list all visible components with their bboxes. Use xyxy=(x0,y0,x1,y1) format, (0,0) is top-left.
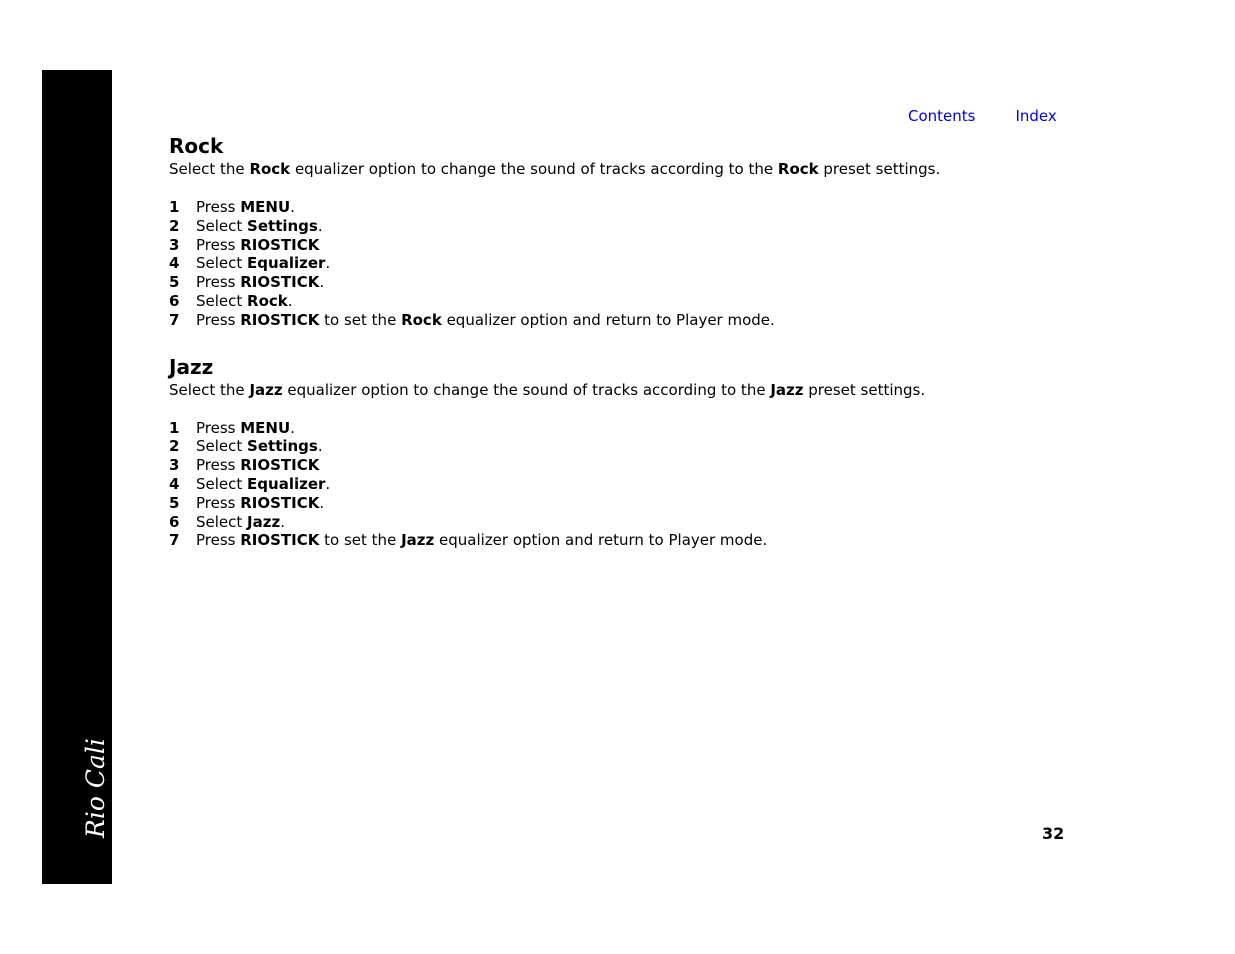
bold-term: Rock xyxy=(247,291,288,310)
step-item xyxy=(169,456,1069,475)
section-title: Rock xyxy=(169,134,224,158)
text-run: preset settings. xyxy=(803,380,926,399)
bold-term: Rock xyxy=(401,310,442,329)
text-run: preset settings. xyxy=(818,160,941,178)
step-number: 6 xyxy=(169,291,180,310)
bold-term: Jazz xyxy=(770,380,804,399)
text-run: . xyxy=(287,291,293,310)
index-link[interactable]: Index xyxy=(1015,107,1057,125)
text-run: equalizer option and return to Player mode. xyxy=(441,310,775,329)
section-intro xyxy=(169,380,1069,400)
bold-term: Jazz xyxy=(249,380,283,399)
text-run: equalizer option and return to Player mode. xyxy=(434,531,768,550)
text-run: Press xyxy=(196,198,241,216)
step-number: 3 xyxy=(169,456,180,475)
step-item xyxy=(169,217,1069,236)
text-run: Select xyxy=(196,512,248,531)
page-number: 32 xyxy=(1042,824,1065,843)
bold-term: Equalizer xyxy=(247,474,326,493)
step-number: 7 xyxy=(169,531,180,550)
section-intro xyxy=(169,159,1069,179)
step-number: 2 xyxy=(169,216,180,235)
text-run: Press xyxy=(196,235,241,254)
section-jazz xyxy=(169,354,1069,551)
step-number: 4 xyxy=(169,254,180,273)
step-item xyxy=(169,531,1069,550)
step-number: 5 xyxy=(169,273,180,292)
bold-term: Jazz xyxy=(247,512,281,531)
text-run: Select the xyxy=(169,160,250,178)
step-item xyxy=(169,254,1069,273)
text-run: Select xyxy=(196,291,248,310)
text-run: to set the xyxy=(319,531,402,550)
bold-term: Rock xyxy=(777,160,819,178)
text-run: . xyxy=(319,493,325,512)
text-run: Select xyxy=(196,437,248,456)
text-run: to set the xyxy=(319,310,402,329)
top-nav xyxy=(908,107,1057,125)
text-run: Select xyxy=(196,254,248,273)
text-run: . xyxy=(280,512,285,531)
product-title: Rio Cali xyxy=(81,738,110,838)
bold-term: RIOSTICK xyxy=(240,493,320,512)
step-item xyxy=(169,236,1069,255)
step-number: 6 xyxy=(169,512,180,531)
bold-term: MENU xyxy=(240,198,291,216)
step-number: 7 xyxy=(169,310,180,329)
bold-term: Settings xyxy=(247,437,318,456)
text-run: . xyxy=(317,437,323,456)
section-rock xyxy=(169,133,1069,330)
step-item xyxy=(169,494,1069,513)
text-run: Select xyxy=(196,216,248,235)
step-number: 1 xyxy=(169,418,180,437)
text-run: Select xyxy=(196,474,248,493)
contents-link[interactable]: Contents xyxy=(908,107,976,125)
step-number: 3 xyxy=(169,235,180,254)
text-run: Press xyxy=(196,493,241,512)
text-run: . xyxy=(290,198,295,216)
step-item xyxy=(169,419,1069,438)
text-run: equalizer option to change the sound of tracks according to the xyxy=(282,380,771,399)
text-run: . xyxy=(319,273,325,292)
bold-term: Rock xyxy=(249,160,291,178)
step-item xyxy=(169,273,1069,292)
step-item xyxy=(169,311,1069,330)
step-list xyxy=(169,198,1069,330)
step-item xyxy=(169,513,1069,532)
text-run: . xyxy=(325,474,331,493)
bold-term: RIOSTICK xyxy=(240,456,320,475)
text-run: equalizer option to change the sound of tracks according to the xyxy=(290,160,778,178)
text-run: . xyxy=(290,418,295,437)
bold-term: Settings xyxy=(247,216,318,235)
section-title: Jazz xyxy=(169,354,214,379)
step-list xyxy=(169,419,1069,551)
step-item xyxy=(169,437,1069,456)
step-item xyxy=(169,292,1069,311)
bold-term: Equalizer xyxy=(247,254,326,273)
text-run: . xyxy=(325,254,331,273)
step-number: 5 xyxy=(169,493,180,512)
text-run: Press xyxy=(196,273,241,292)
text-run: . xyxy=(317,216,323,235)
text-run: Press xyxy=(196,310,241,329)
step-number: 4 xyxy=(169,474,180,493)
step-number: 1 xyxy=(169,198,180,216)
text-run: Press xyxy=(196,456,241,475)
bold-term: MENU xyxy=(240,418,291,437)
step-item xyxy=(169,475,1069,494)
bold-term: RIOSTICK xyxy=(240,273,320,292)
page-content xyxy=(169,133,1069,550)
bold-term: RIOSTICK xyxy=(240,531,320,550)
text-run: Select the xyxy=(169,380,250,399)
bold-term: Jazz xyxy=(401,531,435,550)
text-run: Press xyxy=(196,531,241,550)
text-run: Press xyxy=(196,418,241,437)
bold-term: RIOSTICK xyxy=(240,235,320,254)
step-item xyxy=(169,198,1069,217)
step-number: 2 xyxy=(169,437,180,456)
bold-term: RIOSTICK xyxy=(240,310,320,329)
